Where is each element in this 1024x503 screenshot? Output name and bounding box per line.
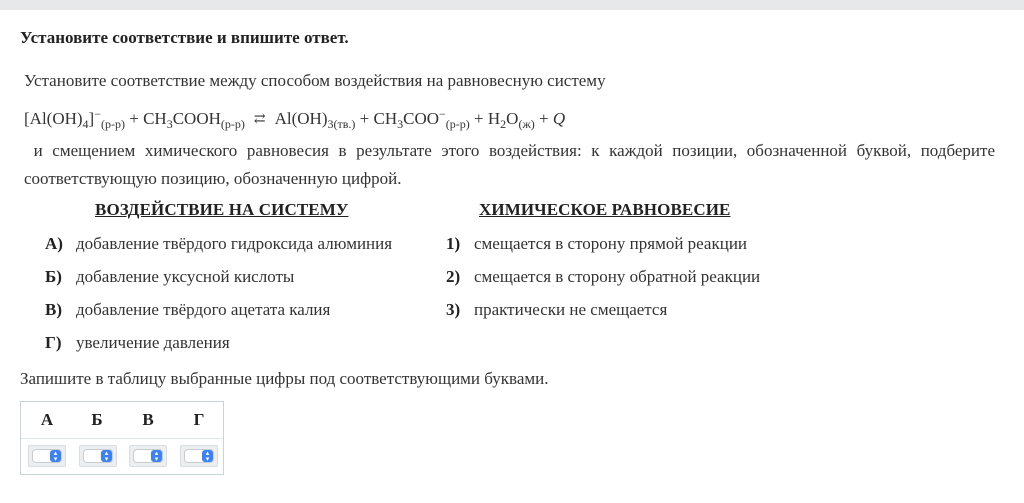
left-item-text: увеличение давления <box>76 333 230 352</box>
left-item-text: добавление уксусной кислоты <box>76 267 295 286</box>
updown-chevron-icon: ▴ ▾ <box>151 450 162 462</box>
right-item-text: смещается в сторону обратной реакции <box>474 267 761 286</box>
eq-part: + H <box>469 109 501 128</box>
left-item <box>45 333 230 353</box>
eq-sub: 3 <box>397 117 404 131</box>
eq-part: COO <box>403 109 440 128</box>
answer-select-b[interactable] <box>79 445 117 467</box>
eq-sup: − <box>439 107 446 121</box>
left-item-label: Б) <box>45 267 62 286</box>
task-intro: Установите соответствие между способом воздействия на равновесную систему <box>24 71 606 90</box>
answer-table <box>20 401 224 475</box>
answer-header-b: Б <box>91 410 103 429</box>
select-field <box>84 450 112 462</box>
equilibrium-arrow-icon: ⇄ <box>253 112 266 127</box>
eq-part: [Al(OH) <box>24 109 83 128</box>
eq-part: O <box>506 109 519 128</box>
top-bar <box>0 0 1024 10</box>
answer-select-a[interactable] <box>28 445 66 467</box>
right-item-text: смещается в сторону прямой реакции <box>474 234 748 253</box>
updown-chevron-icon: ▴ ▾ <box>101 450 112 462</box>
right-column-header: ХИМИЧЕСКОЕ РАВНОВЕСИЕ <box>479 200 731 219</box>
right-item-label: 3) <box>446 300 461 319</box>
answer-header-v: В <box>142 410 154 429</box>
eq-sub: (р-р) <box>220 117 245 131</box>
updown-chevron-icon: ▴ ▾ <box>202 450 213 462</box>
reaction-equation <box>24 109 565 129</box>
left-item-label: В) <box>45 300 62 319</box>
right-item-text: практически не смещается <box>474 300 668 319</box>
right-item-label: 1) <box>446 234 461 253</box>
left-item-label: А) <box>45 234 63 253</box>
left-item <box>45 234 392 254</box>
eq-sub: 3 <box>166 117 173 131</box>
eq-part: ] <box>88 109 95 128</box>
eq-sub: (ж) <box>518 117 535 131</box>
select-field <box>185 450 213 462</box>
eq-sub: 3(тв.) <box>327 117 356 131</box>
updown-chevron-icon: ▴ ▾ <box>50 450 61 462</box>
answer-header-g: Г <box>193 410 205 429</box>
right-item <box>446 300 667 320</box>
eq-part: + <box>534 109 553 128</box>
left-item-text: добавление твёрдого ацетата калия <box>76 300 331 319</box>
eq-sub: (р-р) <box>445 117 470 131</box>
eq-part: + CH <box>355 109 398 128</box>
left-column-header: ВОЗДЕЙСТВИЕ НА СИСТЕМУ <box>95 200 349 219</box>
table-divider <box>21 438 223 439</box>
left-item <box>45 267 294 287</box>
answer-select-v[interactable] <box>129 445 167 467</box>
right-item-label: 2) <box>446 267 461 286</box>
right-item <box>446 267 760 287</box>
left-item-text: добавление твёрдого гидроксида алюминия <box>76 234 393 253</box>
select-field <box>33 450 61 462</box>
eq-sup: − <box>94 107 101 121</box>
task-continuation <box>24 137 995 193</box>
eq-part: COOH <box>172 109 221 128</box>
left-item-label: Г) <box>45 333 62 352</box>
eq-heat-q: Q <box>552 109 566 128</box>
eq-sub: 2 <box>500 117 507 131</box>
right-item <box>446 234 747 254</box>
eq-sub: 4 <box>82 117 89 131</box>
task-heading: Установите соответствие и впишите ответ. <box>20 28 349 47</box>
answer-select-g[interactable] <box>180 445 218 467</box>
answer-instruction: Запишите в таблицу выбранные цифры под соответствующими буквами. <box>20 369 549 388</box>
answer-header-a: А <box>40 410 54 429</box>
eq-part: + CH <box>125 109 167 128</box>
eq-part: Al(OH) <box>274 109 328 128</box>
select-field <box>134 450 162 462</box>
continuation-text: и смещением химического равновесия в результате этого воздействия: к каждой позиции, обозначенной буквой, подберите соответствующую позицию, обозначенную цифрой. <box>24 141 995 188</box>
left-item <box>45 300 330 320</box>
eq-sub: (р-р) <box>101 117 125 131</box>
